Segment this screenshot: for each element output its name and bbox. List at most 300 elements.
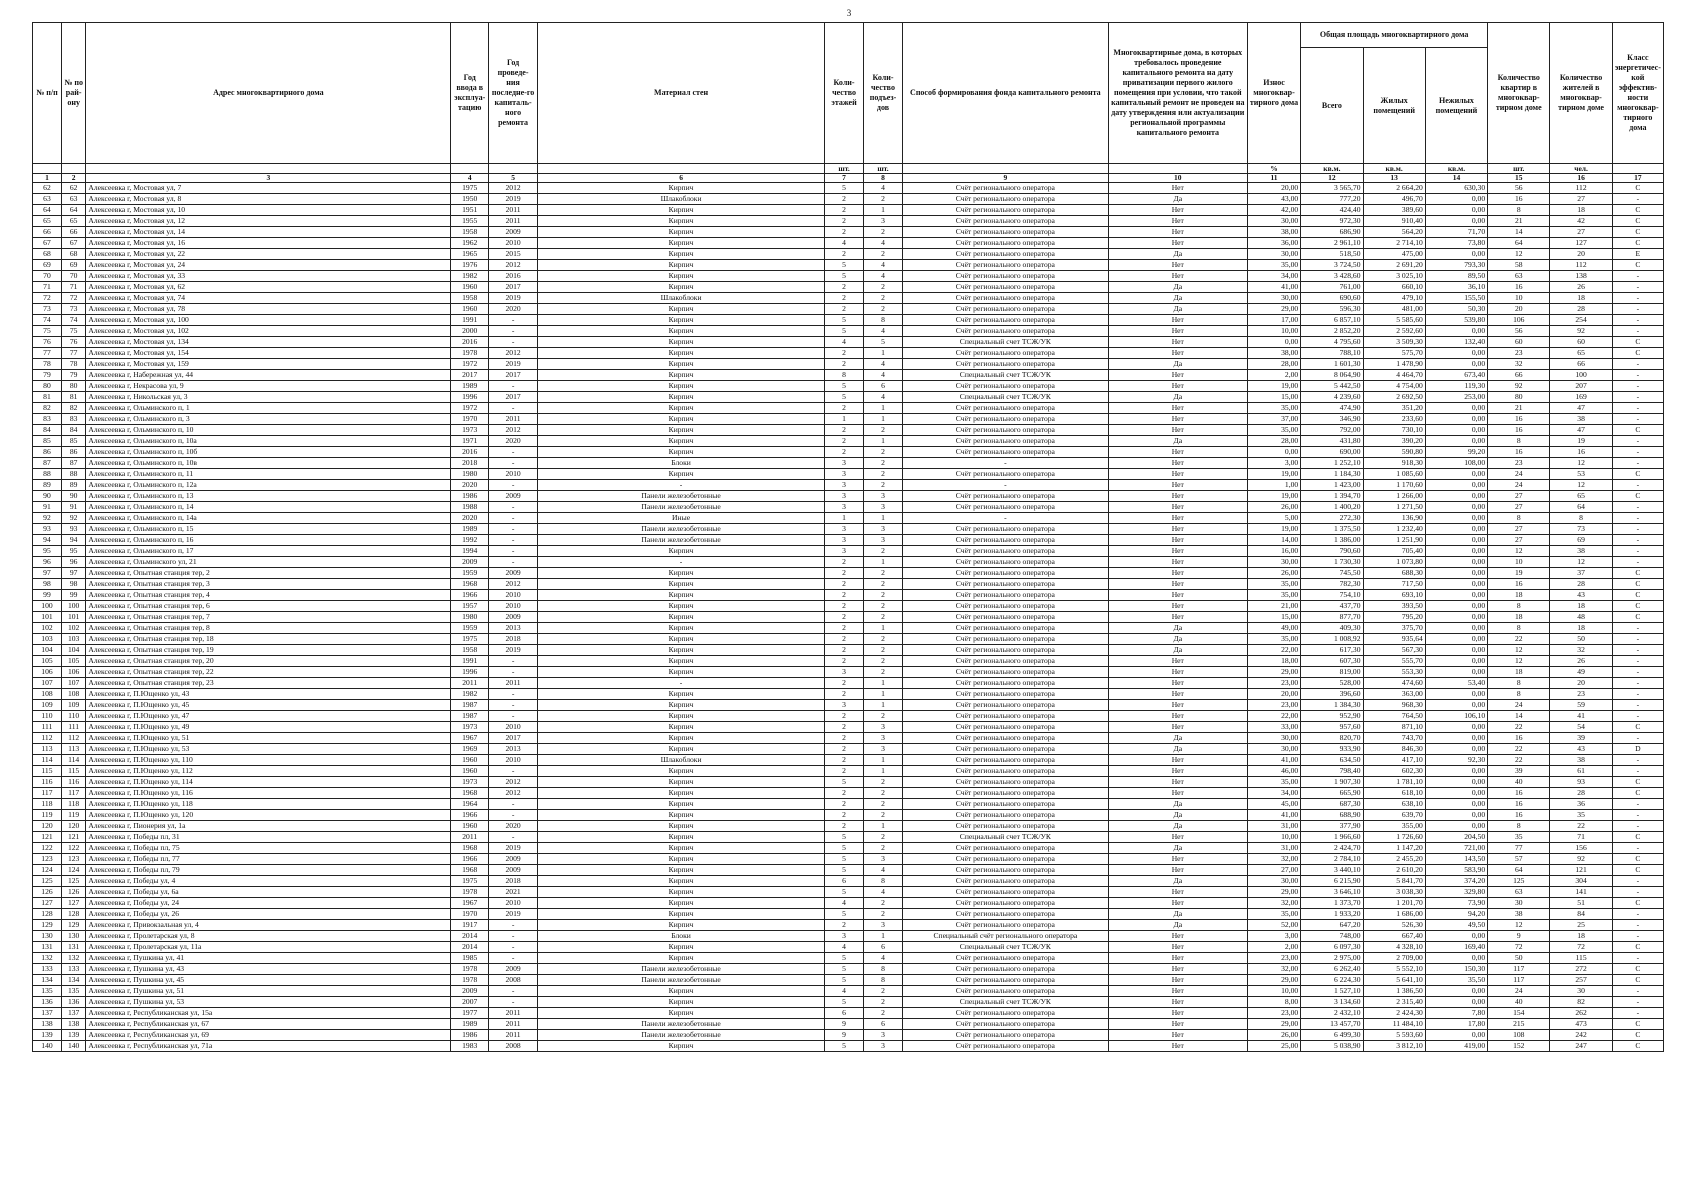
entrances-cell: 2 xyxy=(864,909,903,920)
row-number-cell: 87 xyxy=(33,458,62,469)
table-row xyxy=(33,183,1664,194)
area-total-cell: 761,00 xyxy=(1301,282,1363,293)
wall-material-cell: Кирпич xyxy=(538,359,825,370)
wear-cell: 38,00 xyxy=(1247,348,1300,359)
floors-cell: 2 xyxy=(825,403,864,414)
address-cell: Алексеевка г, Мостовая ул, 7 xyxy=(86,183,451,194)
floors-cell: 2 xyxy=(825,623,864,634)
last-repair-year-cell: 2012 xyxy=(489,260,538,271)
year-built-cell: 2014 xyxy=(451,942,489,953)
area-residential-cell: 693,10 xyxy=(1363,590,1425,601)
energy-class-cell: - xyxy=(1612,546,1663,557)
area-residential-cell: 575,70 xyxy=(1363,348,1425,359)
wear-cell: 3,00 xyxy=(1247,458,1300,469)
address-cell: Алексеевка г, Мостовая ул, 102 xyxy=(86,326,451,337)
year-built-cell: 1986 xyxy=(451,1030,489,1041)
repair-required-cell: Нет xyxy=(1108,216,1247,227)
last-repair-year-cell: 2008 xyxy=(489,975,538,986)
year-built-cell: 1978 xyxy=(451,964,489,975)
floors-cell: 3 xyxy=(825,700,864,711)
table-row xyxy=(33,920,1664,931)
residents-cell: 18 xyxy=(1550,931,1612,942)
fund-method-cell: Счёт регионального оператора xyxy=(902,755,1108,766)
wear-cell: 0,00 xyxy=(1247,447,1300,458)
year-built-cell: 2011 xyxy=(451,678,489,689)
table-row xyxy=(33,1030,1664,1041)
last-repair-year-cell: 2011 xyxy=(489,216,538,227)
fund-method-cell: Счёт регионального оператора xyxy=(902,854,1108,865)
table-row xyxy=(33,513,1664,524)
table-row xyxy=(33,997,1664,1008)
last-repair-year-cell: 2011 xyxy=(489,678,538,689)
residents-cell: 12 xyxy=(1550,557,1612,568)
fund-method-cell: Специальный счет ТСЖ/УК xyxy=(902,370,1108,381)
area-total-cell: 272,30 xyxy=(1301,513,1363,524)
area-nonresidential-cell: 17,80 xyxy=(1425,1019,1487,1030)
area-residential-cell: 1 201,70 xyxy=(1363,898,1425,909)
floors-cell: 2 xyxy=(825,755,864,766)
area-residential-cell: 688,30 xyxy=(1363,568,1425,579)
area-nonresidential-cell: 150,30 xyxy=(1425,964,1487,975)
header-residents: Количество жителей в многоквар-тирном доме xyxy=(1550,23,1612,164)
table-row xyxy=(33,744,1664,755)
area-residential-cell: 5 552,10 xyxy=(1363,964,1425,975)
table-row xyxy=(33,821,1664,832)
wear-cell: 2,00 xyxy=(1247,942,1300,953)
year-built-cell: 1917 xyxy=(451,920,489,931)
district-number-cell: 73 xyxy=(61,304,85,315)
address-cell: Алексеевка г, Опытная станция тер, 6 xyxy=(86,601,451,612)
wall-material-cell: Кирпич xyxy=(538,447,825,458)
row-number-cell: 79 xyxy=(33,370,62,381)
table-row xyxy=(33,854,1664,865)
entrances-cell: 6 xyxy=(864,942,903,953)
entrances-cell: 2 xyxy=(864,568,903,579)
repair-required-cell: Да xyxy=(1108,304,1247,315)
wear-cell: 35,00 xyxy=(1247,634,1300,645)
residents-cell: 28 xyxy=(1550,788,1612,799)
floors-cell: 4 xyxy=(825,238,864,249)
header-floors: Коли-чество этажей xyxy=(825,23,864,164)
area-residential-cell: 496,70 xyxy=(1363,194,1425,205)
residents-cell: 22 xyxy=(1550,821,1612,832)
row-number-cell: 72 xyxy=(33,293,62,304)
area-nonresidential-cell: 53,40 xyxy=(1425,678,1487,689)
fund-method-cell: Счёт регионального оператора xyxy=(902,447,1108,458)
apartments-cell: 16 xyxy=(1488,194,1550,205)
energy-class-cell: - xyxy=(1612,304,1663,315)
last-repair-year-cell: - xyxy=(489,810,538,821)
residents-cell: 20 xyxy=(1550,249,1612,260)
area-residential-cell: 846,30 xyxy=(1363,744,1425,755)
residents-cell: 26 xyxy=(1550,656,1612,667)
row-number-cell: 119 xyxy=(33,810,62,821)
energy-class-cell: С xyxy=(1612,216,1663,227)
row-number-cell: 129 xyxy=(33,920,62,931)
area-total-cell: 6 857,10 xyxy=(1301,315,1363,326)
address-cell: Алексеевка г, Ольминского ул, 21 xyxy=(86,557,451,568)
area-total-cell: 957,60 xyxy=(1301,722,1363,733)
table-row xyxy=(33,557,1664,568)
table-row xyxy=(33,942,1664,953)
area-nonresidential-cell: 0,00 xyxy=(1425,359,1487,370)
energy-class-cell: С xyxy=(1612,854,1663,865)
area-total-cell: 745,50 xyxy=(1301,568,1363,579)
apartments-cell: 14 xyxy=(1488,711,1550,722)
area-total-cell: 424,40 xyxy=(1301,205,1363,216)
area-residential-cell: 2 315,40 xyxy=(1363,997,1425,1008)
entrances-cell: 8 xyxy=(864,315,903,326)
apartments-cell: 16 xyxy=(1488,447,1550,458)
repair-required-cell: Нет xyxy=(1108,381,1247,392)
wear-cell: 32,00 xyxy=(1247,854,1300,865)
last-repair-year-cell: - xyxy=(489,447,538,458)
area-residential-cell: 918,30 xyxy=(1363,458,1425,469)
year-built-cell: 1960 xyxy=(451,755,489,766)
wall-material-cell: Панели железобетонные xyxy=(538,1030,825,1041)
entrances-cell: 2 xyxy=(864,612,903,623)
energy-class-cell: С xyxy=(1612,579,1663,590)
entrances-cell: 4 xyxy=(864,887,903,898)
area-residential-cell: 935,64 xyxy=(1363,634,1425,645)
floors-cell: 2 xyxy=(825,645,864,656)
wear-cell: 28,00 xyxy=(1247,359,1300,370)
fund-method-cell: Специальный счет ТСЖ/УК xyxy=(902,337,1108,348)
fund-method-cell: Счёт регионального оператора xyxy=(902,953,1108,964)
area-nonresidential-cell: 0,00 xyxy=(1425,436,1487,447)
year-built-cell: 2007 xyxy=(451,997,489,1008)
wear-cell: 41,00 xyxy=(1247,282,1300,293)
apartments-cell: 8 xyxy=(1488,436,1550,447)
year-built-cell: 1966 xyxy=(451,810,489,821)
area-residential-cell: 1 271,50 xyxy=(1363,502,1425,513)
address-cell: Алексеевка г, Ольминского п, 10 xyxy=(86,425,451,436)
area-nonresidential-cell: 253,00 xyxy=(1425,392,1487,403)
wear-cell: 30,00 xyxy=(1247,733,1300,744)
area-nonresidential-cell: 0,00 xyxy=(1425,997,1487,1008)
fund-method-cell: Счёт регионального оператора xyxy=(902,238,1108,249)
repair-required-cell: Нет xyxy=(1108,700,1247,711)
year-built-cell: 1977 xyxy=(451,1008,489,1019)
area-nonresidential-cell: 106,10 xyxy=(1425,711,1487,722)
entrances-cell: 2 xyxy=(864,469,903,480)
residents-cell: 257 xyxy=(1550,975,1612,986)
district-number-cell: 81 xyxy=(61,392,85,403)
row-number-cell: 113 xyxy=(33,744,62,755)
wear-cell: 41,00 xyxy=(1247,755,1300,766)
floors-cell: 4 xyxy=(825,337,864,348)
district-number-cell: 101 xyxy=(61,612,85,623)
table-row xyxy=(33,766,1664,777)
entrances-cell: 2 xyxy=(864,634,903,645)
district-number-cell: 92 xyxy=(61,513,85,524)
apartments-cell: 24 xyxy=(1488,986,1550,997)
fund-method-cell: Счёт регионального оператора xyxy=(902,634,1108,645)
address-cell: Алексеевка г, Пушкина ул, 51 xyxy=(86,986,451,997)
area-total-cell: 5 442,50 xyxy=(1301,381,1363,392)
address-cell: Алексеевка г, Республиканская ул, 69 xyxy=(86,1030,451,1041)
fund-method-cell: Счёт регионального оператора xyxy=(902,326,1108,337)
area-nonresidential-cell: 0,00 xyxy=(1425,579,1487,590)
floors-cell: 5 xyxy=(825,953,864,964)
entrances-cell: 1 xyxy=(864,205,903,216)
floors-cell: 2 xyxy=(825,436,864,447)
residents-cell: 242 xyxy=(1550,1030,1612,1041)
floors-cell: 5 xyxy=(825,832,864,843)
area-residential-cell: 660,10 xyxy=(1363,282,1425,293)
district-number-cell: 122 xyxy=(61,843,85,854)
wall-material-cell: Кирпич xyxy=(538,733,825,744)
energy-class-cell: С xyxy=(1612,1019,1663,1030)
apartments-cell: 8 xyxy=(1488,689,1550,700)
district-number-cell: 131 xyxy=(61,942,85,953)
last-repair-year-cell: 2020 xyxy=(489,436,538,447)
entrances-cell: 2 xyxy=(864,590,903,601)
area-total-cell: 2 432,10 xyxy=(1301,1008,1363,1019)
row-number-cell: 62 xyxy=(33,183,62,194)
row-number-cell: 73 xyxy=(33,304,62,315)
area-total-cell: 431,80 xyxy=(1301,436,1363,447)
area-total-cell: 528,00 xyxy=(1301,678,1363,689)
row-number-cell: 138 xyxy=(33,1019,62,1030)
entrances-cell: 1 xyxy=(864,821,903,832)
district-number-cell: 108 xyxy=(61,689,85,700)
year-built-cell: 1991 xyxy=(451,656,489,667)
apartments-cell: 125 xyxy=(1488,876,1550,887)
repair-required-cell: Да xyxy=(1108,293,1247,304)
repair-required-cell: Нет xyxy=(1108,777,1247,788)
apartments-cell: 16 xyxy=(1488,733,1550,744)
row-number-cell: 99 xyxy=(33,590,62,601)
fund-method-cell: Счёт регионального оператора xyxy=(902,436,1108,447)
energy-class-cell: С xyxy=(1612,777,1663,788)
year-built-cell: 1970 xyxy=(451,414,489,425)
district-number-cell: 139 xyxy=(61,1030,85,1041)
wall-material-cell: Иные xyxy=(538,513,825,524)
column-number: 15 xyxy=(1488,174,1550,183)
district-number-cell: 118 xyxy=(61,799,85,810)
last-repair-year-cell: 2019 xyxy=(489,194,538,205)
repair-required-cell: Да xyxy=(1108,645,1247,656)
wear-cell: 23,00 xyxy=(1247,1008,1300,1019)
apartments-cell: 14 xyxy=(1488,227,1550,238)
last-repair-year-cell: 2012 xyxy=(489,579,538,590)
residents-cell: 26 xyxy=(1550,282,1612,293)
repair-required-cell: Нет xyxy=(1108,931,1247,942)
year-built-cell: 1978 xyxy=(451,348,489,359)
energy-class-cell: - xyxy=(1612,315,1663,326)
row-number-cell: 78 xyxy=(33,359,62,370)
area-nonresidential-cell: 0,00 xyxy=(1425,953,1487,964)
wear-cell: 30,00 xyxy=(1247,744,1300,755)
apartments-cell: 57 xyxy=(1488,854,1550,865)
wear-cell: 35,00 xyxy=(1247,579,1300,590)
residents-cell: 138 xyxy=(1550,271,1612,282)
area-total-cell: 2 961,10 xyxy=(1301,238,1363,249)
header-area-nonresidential: Нежилых помещений xyxy=(1425,48,1487,164)
row-number-cell: 70 xyxy=(33,271,62,282)
year-built-cell: 2017 xyxy=(451,370,489,381)
column-number: 14 xyxy=(1425,174,1487,183)
table-row xyxy=(33,348,1664,359)
address-cell: Алексеевка г, Пушкина ул, 41 xyxy=(86,953,451,964)
wear-cell: 34,00 xyxy=(1247,788,1300,799)
energy-class-cell: С xyxy=(1612,348,1663,359)
area-residential-cell: 5 593,60 xyxy=(1363,1030,1425,1041)
area-residential-cell: 730,10 xyxy=(1363,425,1425,436)
repair-required-cell: Нет xyxy=(1108,447,1247,458)
fund-method-cell: Счёт регионального оператора xyxy=(902,502,1108,513)
entrances-cell: 8 xyxy=(864,964,903,975)
wear-cell: 20,00 xyxy=(1247,689,1300,700)
residents-cell: 473 xyxy=(1550,1019,1612,1030)
area-total-cell: 877,70 xyxy=(1301,612,1363,623)
fund-method-cell: Счёт регионального оператора xyxy=(902,282,1108,293)
residents-cell: 36 xyxy=(1550,799,1612,810)
table-row xyxy=(33,865,1664,876)
year-built-cell: 1951 xyxy=(451,205,489,216)
row-number-cell: 97 xyxy=(33,568,62,579)
area-nonresidential-cell: 0,00 xyxy=(1425,821,1487,832)
year-built-cell: 1987 xyxy=(451,711,489,722)
address-cell: Алексеевка г, Ольминского п, 10а xyxy=(86,436,451,447)
last-repair-year-cell: - xyxy=(489,920,538,931)
table-row xyxy=(33,194,1664,205)
wear-cell: 33,00 xyxy=(1247,722,1300,733)
entrances-cell: 4 xyxy=(864,953,903,964)
area-total-cell: 1 008,92 xyxy=(1301,634,1363,645)
last-repair-year-cell: 2019 xyxy=(489,359,538,370)
residents-cell: 100 xyxy=(1550,370,1612,381)
energy-class-cell: - xyxy=(1612,326,1663,337)
entrances-cell: 2 xyxy=(864,656,903,667)
area-residential-cell: 667,40 xyxy=(1363,931,1425,942)
year-built-cell: 2011 xyxy=(451,832,489,843)
apartments-cell: 35 xyxy=(1488,832,1550,843)
row-number-cell: 131 xyxy=(33,942,62,953)
address-cell: Алексеевка г, Опытная станция тер, 3 xyxy=(86,579,451,590)
energy-class-cell: - xyxy=(1612,766,1663,777)
area-residential-cell: 390,20 xyxy=(1363,436,1425,447)
wear-cell: 23,00 xyxy=(1247,700,1300,711)
page-number: 3 xyxy=(846,8,852,18)
apartments-cell: 27 xyxy=(1488,524,1550,535)
residents-cell: 247 xyxy=(1550,1041,1612,1052)
repair-required-cell: Нет xyxy=(1108,469,1247,480)
district-number-cell: 132 xyxy=(61,953,85,964)
wall-material-cell: Кирпич xyxy=(538,1008,825,1019)
wall-material-cell: Кирпич xyxy=(538,326,825,337)
row-number-cell: 90 xyxy=(33,491,62,502)
row-number-cell: 93 xyxy=(33,524,62,535)
header-total-area-group: Общая площадь многоквартирного дома xyxy=(1301,23,1488,48)
repair-required-cell: Нет xyxy=(1108,348,1247,359)
last-repair-year-cell: - xyxy=(489,700,538,711)
apartments-cell: 40 xyxy=(1488,777,1550,788)
row-number-cell: 74 xyxy=(33,315,62,326)
fund-method-cell: Счёт регионального оператора xyxy=(902,568,1108,579)
address-cell: Алексеевка г, Ольминского п, 3 xyxy=(86,414,451,425)
area-nonresidential-cell: 0,00 xyxy=(1425,656,1487,667)
floors-cell: 2 xyxy=(825,557,864,568)
wall-material-cell: Кирпич xyxy=(538,986,825,997)
wear-cell: 49,00 xyxy=(1247,623,1300,634)
wall-material-cell: Кирпич xyxy=(538,414,825,425)
residents-cell: 50 xyxy=(1550,634,1612,645)
wall-material-cell: Панели железобетонные xyxy=(538,524,825,535)
apartments-cell: 80 xyxy=(1488,392,1550,403)
row-number-cell: 91 xyxy=(33,502,62,513)
fund-method-cell: Счёт регионального оператора xyxy=(902,227,1108,238)
entrances-cell: 2 xyxy=(864,799,903,810)
table-row xyxy=(33,623,1664,634)
area-residential-cell: 567,30 xyxy=(1363,645,1425,656)
residents-cell: 38 xyxy=(1550,755,1612,766)
table-row xyxy=(33,898,1664,909)
address-cell: Алексеевка г, Ольминского п, 11 xyxy=(86,469,451,480)
energy-class-cell: С xyxy=(1612,491,1663,502)
unit-cell xyxy=(86,164,451,174)
table-row xyxy=(33,953,1664,964)
energy-class-cell: - xyxy=(1612,513,1663,524)
floors-cell: 5 xyxy=(825,997,864,1008)
fund-method-cell: Счёт регионального оператора xyxy=(902,524,1108,535)
year-built-cell: 1994 xyxy=(451,546,489,557)
wear-cell: 35,00 xyxy=(1247,425,1300,436)
repair-required-cell: Нет xyxy=(1108,898,1247,909)
entrances-cell: 1 xyxy=(864,700,903,711)
entrances-cell: 2 xyxy=(864,447,903,458)
address-cell: Алексеевка г, Опытная станция тер, 2 xyxy=(86,568,451,579)
column-number: 3 xyxy=(86,174,451,183)
fund-method-cell: Счёт регионального оператора xyxy=(902,535,1108,546)
wall-material-cell: Кирпич xyxy=(538,315,825,326)
area-residential-cell: 638,10 xyxy=(1363,799,1425,810)
residents-cell: 23 xyxy=(1550,689,1612,700)
repair-required-cell: Нет xyxy=(1108,480,1247,491)
area-residential-cell: 389,60 xyxy=(1363,205,1425,216)
year-built-cell: 2016 xyxy=(451,337,489,348)
wear-cell: 30,00 xyxy=(1247,249,1300,260)
floors-cell: 2 xyxy=(825,799,864,810)
column-number: 5 xyxy=(489,174,538,183)
header-fund-method: Способ формирования фонда капитального ремонта xyxy=(902,23,1108,164)
row-number-cell: 64 xyxy=(33,205,62,216)
last-repair-year-cell: - xyxy=(489,766,538,777)
table-row xyxy=(33,392,1664,403)
table-row xyxy=(33,436,1664,447)
area-nonresidential-cell: 71,70 xyxy=(1425,227,1487,238)
wall-material-cell: Кирпич xyxy=(538,876,825,887)
energy-class-cell: - xyxy=(1612,447,1663,458)
row-number-cell: 88 xyxy=(33,469,62,480)
floors-cell: 2 xyxy=(825,194,864,205)
last-repair-year-cell: - xyxy=(489,942,538,953)
table-row xyxy=(33,458,1664,469)
year-built-cell: 2018 xyxy=(451,458,489,469)
energy-class-cell: - xyxy=(1612,623,1663,634)
repair-required-cell: Нет xyxy=(1108,326,1247,337)
wall-material-cell: Блоки xyxy=(538,458,825,469)
repair-required-cell: Да xyxy=(1108,392,1247,403)
table-row xyxy=(33,755,1664,766)
fund-method-cell: Счёт регионального оператора xyxy=(902,711,1108,722)
table-row xyxy=(33,722,1664,733)
residents-cell: 41 xyxy=(1550,711,1612,722)
area-nonresidential-cell: 0,00 xyxy=(1425,425,1487,436)
area-total-cell: 1 184,30 xyxy=(1301,469,1363,480)
row-number-cell: 127 xyxy=(33,898,62,909)
